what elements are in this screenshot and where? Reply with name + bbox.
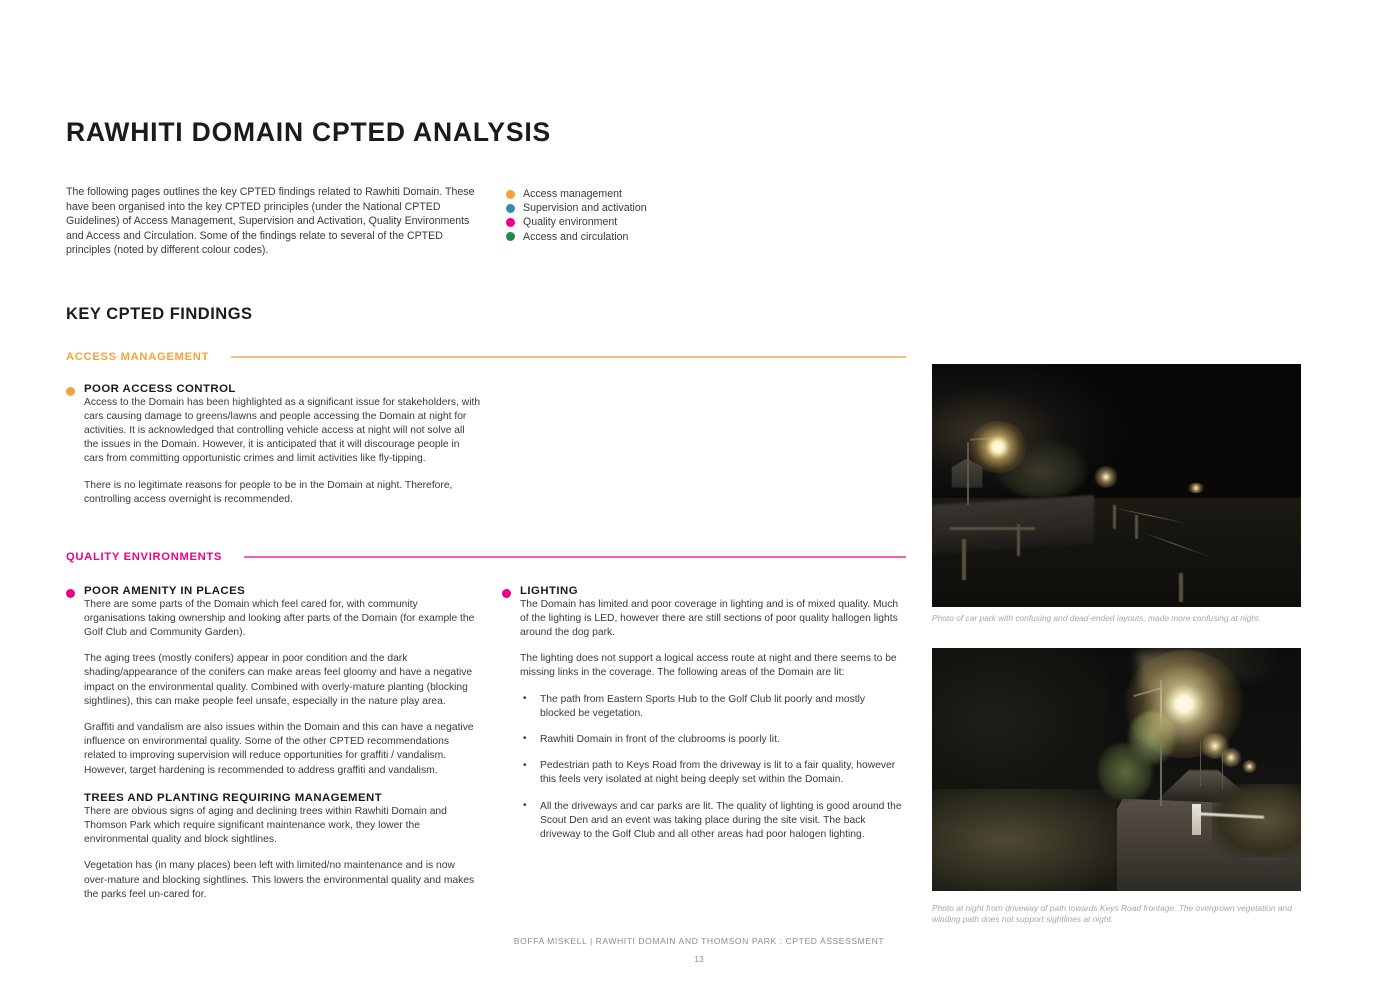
photo-street-lamp-glow bbox=[969, 421, 1027, 473]
photo-distant-light bbox=[1242, 760, 1257, 773]
finding-heading bbox=[66, 585, 481, 598]
legend-item-supervision-activation bbox=[506, 201, 647, 215]
legend-item-quality-environment bbox=[506, 215, 647, 229]
photo-distant-light bbox=[1220, 748, 1242, 767]
subsection-title: TREES AND PLANTING REQUIRING MANAGEMENT bbox=[84, 791, 383, 804]
section-header-label: QUALITY ENVIRONMENTS bbox=[66, 551, 223, 563]
photo-carpark-surface bbox=[932, 495, 1094, 554]
legend-label: Quality environment bbox=[523, 216, 618, 229]
paragraph: Vegetation has (in many places) been left with limited/no maintenance and is now over-mature and blocking sightlines. This lowers the environmental quality and makes the parks feel un-cared for. bbox=[84, 860, 475, 900]
finding-bullet-dot-icon bbox=[502, 589, 511, 598]
photo-bollard bbox=[1135, 515, 1138, 539]
intro-paragraph: The following pages outlines the key CPTED findings related to Rawhiti Domain. These have been organised into the key CPTED principles (under the National CPTED Guidelines) of Access Management, Supervision and Activation, Quality Environments and Access and Circulation. Some of the findings relate to several of the CPTED principles (noted by different colour codes). bbox=[66, 186, 475, 257]
section-divider-rule bbox=[244, 556, 906, 558]
legend-dot-icon bbox=[506, 232, 515, 241]
photo-bollard bbox=[1179, 573, 1183, 602]
list-item: • The path from Eastern Sports Hub to the Golf Club lit poorly and mostly blocked be vegetation. bbox=[520, 693, 902, 721]
page-title: RAWHITI DOMAIN CPTED ANALYSIS bbox=[66, 117, 552, 147]
photo-grass-right bbox=[1212, 784, 1301, 857]
photo-caption: Photo of car park with confusing and dead-ended layouts, made more confusing at night. bbox=[932, 613, 1261, 623]
finding-poor-access-control bbox=[66, 383, 481, 507]
finding-lighting bbox=[502, 585, 902, 854]
legend-label: Supervision and activation bbox=[523, 202, 647, 215]
finding-bullet-dot-icon bbox=[66, 387, 75, 396]
list-item: • All the driveways and car parks are lit. The quality of lighting is good around the Scout Den and an event was taking place during the site visit. The back driveway to the Golf Club and all other areas had poor halogen lighting. bbox=[520, 800, 902, 843]
photo-driveway-path-keys-road bbox=[932, 648, 1301, 891]
photo-bollard bbox=[950, 527, 1035, 530]
photo-grass-left bbox=[932, 789, 1117, 891]
paragraph: There is no legitimate reasons for people to be in the Domain at night. Therefore, controlling access overnight is recommended. bbox=[84, 479, 453, 505]
photo-far-light bbox=[1187, 483, 1205, 493]
legend-dot-icon bbox=[506, 204, 515, 213]
footer-credit: BOFFA MISKELL | RAWHITI DOMAIN AND THOMSON PARK : CPTED ASSESSMENT bbox=[513, 936, 885, 946]
paragraph: Graffiti and vandalism are also issues within the Domain and this can have a negative influence on environmental quality. Some of the other CPTED recommendations related to improving supervision will reduce opportunities for graffiti / vandalism. However, target hardening is recommended to address graffiti and vandalism. bbox=[84, 721, 474, 776]
paragraph: The Domain has limited and poor coverage in lighting and is of mixed quality. Much of the lighting is LED, however there are still sections of poor quality hallogen lights around the dog park. bbox=[520, 598, 899, 638]
photo-car-park-at-night bbox=[932, 364, 1301, 607]
subsection-trees-and-planting bbox=[66, 792, 481, 902]
legend-item-access-management bbox=[506, 187, 647, 201]
legend-label: Access management bbox=[523, 188, 622, 200]
paragraph: There are some parts of the Domain which feel cared for, with community organisations taking ownership and looking after parts of the Domain (for example the Golf Club and Community Garden). bbox=[84, 598, 475, 638]
finding-title: POOR ACCESS CONTROL bbox=[84, 383, 236, 395]
finding-title: LIGHTING bbox=[520, 585, 579, 597]
key-findings-heading: KEY CPTED FINDINGS bbox=[66, 305, 253, 323]
paragraph: Access to the Domain has been highlighted as a significant issue for stakeholders, with cars causing damage to greens/lawns and people accessing the Domain at night for activities. It is acknowledged that controlling vehicle access at night will not solve all the issues in the Domain. However, it is anticipated that it will discourage people in cars from committing opportunistic crimes and limit activities like fly-tipping. bbox=[84, 396, 481, 465]
photo-dark-trees bbox=[932, 648, 1109, 808]
legend-dot-icon bbox=[506, 218, 515, 227]
list-item: • Rawhiti Domain in front of the clubrooms is poorly lit. bbox=[520, 733, 902, 747]
finding-heading bbox=[66, 383, 481, 396]
finding-poor-amenity-in-places bbox=[66, 585, 481, 902]
legend-item-access-circulation bbox=[506, 230, 647, 244]
photo-distant-light bbox=[1093, 466, 1119, 488]
list-item: • Pedestrian path to Keys Road from the driveway is lit to a fair quality, however this feels very isolated at night being deeply set within the Domain. bbox=[520, 759, 902, 787]
finding-heading bbox=[502, 585, 902, 598]
photo-caption: Photo at night from driveway of path towards Keys Road frontage. The overgrown vegetation and winding path does not support sightlines at night. bbox=[932, 903, 1292, 925]
finding-body bbox=[502, 598, 902, 843]
finding-bullet-dot-icon bbox=[66, 589, 75, 598]
paragraph: The lighting does not support a logical access route at night and there seems to be missing links in the coverage. The following areas of the Domain are lit: bbox=[520, 653, 897, 679]
footer-page-number: 13 bbox=[694, 954, 704, 964]
section-divider-rule bbox=[231, 356, 906, 358]
photo-white-bollard bbox=[1192, 804, 1201, 836]
finding-title: POOR AMENITY IN PLACES bbox=[84, 585, 246, 597]
legend-label: Access and circulation bbox=[523, 230, 629, 243]
section-header-access-management bbox=[66, 351, 906, 363]
subsection-body bbox=[84, 805, 481, 902]
lighting-bullet-list bbox=[520, 693, 902, 843]
photo-bollard bbox=[962, 539, 966, 580]
section-header-quality-environments bbox=[66, 551, 906, 563]
finding-body bbox=[66, 598, 481, 778]
section-header-label: ACCESS MANAGEMENT bbox=[66, 351, 210, 363]
cpted-principles-legend bbox=[506, 187, 647, 244]
paragraph: There are obvious signs of aging and declining trees within Rawhiti Domain and Thomson Park which require significant maintenance work, they lower the environmental quality and block sightlines. bbox=[84, 805, 447, 846]
legend-dot-icon bbox=[506, 190, 515, 199]
paragraph: The aging trees (mostly conifers) appear in poor condition and the dark shading/appearance of the conifers can make areas feel gloomy and have a negative impact on the environmental quality. Combined with overly-mature planting (blocking sightlines), this can make people feel unsafe, especially in the nature play area. bbox=[84, 653, 473, 707]
finding-body bbox=[66, 396, 481, 507]
